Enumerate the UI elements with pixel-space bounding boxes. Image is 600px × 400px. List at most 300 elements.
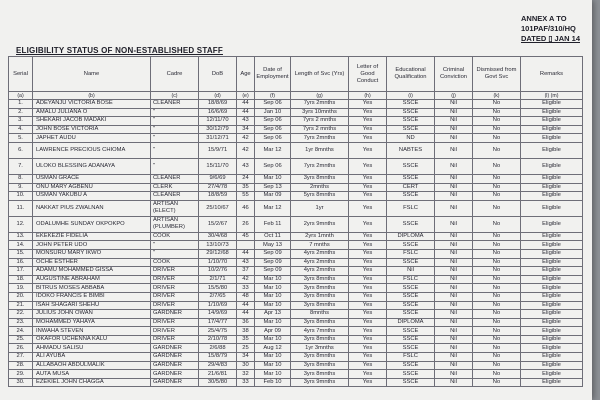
dismissed-cell: No [473, 100, 521, 109]
name-cell: ADAMU MOHAMMED GISSA [33, 267, 151, 276]
employment-date-cell: Apr 13 [255, 310, 291, 319]
header-date-employment: Date of Employment [255, 57, 291, 92]
table-row [9, 344, 583, 353]
criminal-cell: Nil [435, 158, 473, 174]
good-conduct-cell: Yes [349, 275, 387, 284]
dismissed-cell: No [473, 301, 521, 310]
criminal-cell: Nil [435, 275, 473, 284]
serial-cell: 18. [9, 275, 33, 284]
remarks-cell: Eligible [521, 292, 583, 301]
education-cell: FSLC [387, 200, 435, 216]
cadre-cell: CLEANER [151, 192, 199, 201]
education-cell: SSCE [387, 361, 435, 370]
good-conduct-cell: Yes [349, 327, 387, 336]
table-row [9, 327, 583, 336]
table-row [9, 117, 583, 126]
name-cell: IDOKO FRANCIS E BIMBI [33, 292, 151, 301]
remarks-cell: Eligible [521, 275, 583, 284]
length-svc-cell: 4yrs 2mnths [291, 258, 349, 267]
criminal-cell: Nil [435, 267, 473, 276]
remarks-cell: Eligible [521, 370, 583, 379]
age-cell: 38 [237, 327, 255, 336]
criminal-cell: Nil [435, 241, 473, 250]
age-cell: 55 [237, 192, 255, 201]
education-cell: SSCE [387, 378, 435, 387]
criminal-cell: Nil [435, 310, 473, 319]
criminal-cell: Nil [435, 258, 473, 267]
length-svc-cell: 7yrs 2 mnths [291, 117, 349, 126]
criminal-cell: Nil [435, 117, 473, 126]
dob-cell: 30/12/79 [199, 125, 237, 134]
age-cell: 44 [237, 108, 255, 117]
remarks-cell: Eligible [521, 125, 583, 134]
education-cell: SSCE [387, 344, 435, 353]
good-conduct-cell: Yes [349, 284, 387, 293]
annex-line-1: ANNEX A TO [520, 14, 567, 23]
education-cell: Nil [387, 267, 435, 276]
age-cell: 46 [237, 200, 255, 216]
cadre-cell: " [151, 125, 199, 134]
dob-cell: 17/4/77 [199, 318, 237, 327]
good-conduct-cell: Yes [349, 183, 387, 192]
length-svc-cell: 7yrs 2 mnths [291, 125, 349, 134]
table-body [9, 100, 583, 387]
education-cell: SSCE [387, 241, 435, 250]
dismissed-cell: No [473, 370, 521, 379]
good-conduct-cell: Yes [349, 192, 387, 201]
header-dismissed: Dismissed from Govt Svc [473, 57, 521, 92]
employment-date-cell: Feb 10 [255, 378, 291, 387]
remarks-cell: Eligible [521, 117, 583, 126]
table-row [9, 216, 583, 232]
serial-cell: 22. [9, 310, 33, 319]
serial-cell: 29. [9, 370, 33, 379]
table-row [9, 301, 583, 310]
remarks-cell: Eligible [521, 232, 583, 241]
name-cell: AUTA MUSA [33, 370, 151, 379]
education-cell: ND [387, 134, 435, 143]
dob-cell: 29/12/68 [199, 249, 237, 258]
serial-cell: 28. [9, 361, 33, 370]
cadre-cell: CLEANER [151, 100, 199, 109]
col-letter: (i) [387, 92, 435, 100]
age-cell: 48 [237, 292, 255, 301]
name-cell: JULIUS JOHN OWAN [33, 310, 151, 319]
length-svc-cell: 3yrs 9mnths [291, 378, 349, 387]
remarks-cell: Eligible [521, 353, 583, 362]
criminal-cell: Nil [435, 192, 473, 201]
dob-cell: 30/4/68 [199, 232, 237, 241]
serial-cell: 25. [9, 335, 33, 344]
employment-date-cell: Mar 10 [255, 370, 291, 379]
education-cell: SSCE [387, 117, 435, 126]
table-row [9, 183, 583, 192]
table-row [9, 232, 583, 241]
education-cell: FSLC [387, 249, 435, 258]
criminal-cell: Nil [435, 284, 473, 293]
dismissed-cell: No [473, 108, 521, 117]
length-svc-cell: 8mnths [291, 310, 349, 319]
dob-cell: 25/4/75 [199, 327, 237, 336]
remarks-cell: Eligible [521, 174, 583, 183]
age-cell: 30 [237, 361, 255, 370]
name-cell: ULOKO BLESSING ADANAYA [33, 158, 151, 174]
remarks-cell: Eligible [521, 200, 583, 216]
employment-date-cell: Sep 13 [255, 183, 291, 192]
length-svc-cell: 4yrs 2mnths [291, 267, 349, 276]
col-letter: (c) [151, 92, 199, 100]
employment-date-cell: Oct 11 [255, 232, 291, 241]
cadre-cell: DRIVER [151, 284, 199, 293]
serial-cell: 30. [9, 378, 33, 387]
criminal-cell: Nil [435, 370, 473, 379]
length-svc-cell: 3yrs 8mnths [291, 361, 349, 370]
col-letter [521, 92, 583, 100]
dob-cell: 18/8/59 [199, 192, 237, 201]
table-row [9, 267, 583, 276]
good-conduct-cell: Yes [349, 158, 387, 174]
good-conduct-cell: Yes [349, 378, 387, 387]
criminal-cell: Nil [435, 216, 473, 232]
employment-date-cell: Sep 06 [255, 100, 291, 109]
criminal-cell: Nil [435, 125, 473, 134]
good-conduct-cell: Yes [349, 292, 387, 301]
length-svc-cell: 3yrs 8mnths [291, 318, 349, 327]
cadre-cell: DRIVER [151, 335, 199, 344]
table-row [9, 370, 583, 379]
remarks-cell: Eligible [521, 310, 583, 319]
table-row [9, 158, 583, 174]
length-svc-cell: 3yrs 8mnths [291, 335, 349, 344]
education-cell: NABTES [387, 142, 435, 158]
col-letter: (h) [349, 92, 387, 100]
length-svc-cell: 3yrs 8mnths [291, 353, 349, 362]
length-svc-cell: 3yrs 8mnths [291, 174, 349, 183]
age-cell: 42 [237, 275, 255, 284]
good-conduct-cell: Yes [349, 335, 387, 344]
name-cell: OKAFOR UCHENNA KALU [33, 335, 151, 344]
dismissed-cell: No [473, 232, 521, 241]
name-cell: OCHE ESTHER [33, 258, 151, 267]
table-row [9, 292, 583, 301]
serial-cell: 11. [9, 200, 33, 216]
remarks-cell: Eligible [521, 318, 583, 327]
age-cell: 44 [237, 100, 255, 109]
name-cell: EKEKEZIE FIDELIA [33, 232, 151, 241]
col-letter: (l) [544, 92, 550, 99]
education-cell: SSCE [387, 108, 435, 117]
dismissed-cell: No [473, 378, 521, 387]
good-conduct-cell: Yes [349, 370, 387, 379]
education-cell: DIPLOMA [387, 232, 435, 241]
employment-date-cell: Jan 10 [255, 108, 291, 117]
education-cell: SSCE [387, 292, 435, 301]
serial-cell: 17. [9, 267, 33, 276]
dismissed-cell: No [473, 249, 521, 258]
good-conduct-cell: Yes [349, 267, 387, 276]
dob-cell: 2/6/88 [199, 344, 237, 353]
dismissed-cell: No [473, 174, 521, 183]
criminal-cell: Nil [435, 353, 473, 362]
cadre-cell: ARTISAN (PLUMBER) [151, 216, 199, 232]
length-svc-cell: 3yrs 8mnths [291, 370, 349, 379]
name-cell: ONU MARY AGBENU [33, 183, 151, 192]
dob-cell: 9/6/69 [199, 174, 237, 183]
education-cell: SSCE [387, 370, 435, 379]
good-conduct-cell: Yes [349, 344, 387, 353]
name-cell: ODALUMHE SUNDAY OKPOKPO [33, 216, 151, 232]
dismissed-cell: No [473, 158, 521, 174]
employment-date-cell: Mar 10 [255, 361, 291, 370]
remarks-cell: Eligible [521, 100, 583, 109]
document-title: ELIGIBILITY STATUS OF NON-ESTABLISHED STAFF [16, 46, 223, 55]
length-svc-cell: 7 mnths [291, 241, 349, 250]
education-cell: SSCE [387, 335, 435, 344]
length-svc-cell: 4yrs 2mnths [291, 249, 349, 258]
remarks-cell: Eligible [521, 249, 583, 258]
name-cell: BITRUS MOSES ABBABA [33, 284, 151, 293]
criminal-cell: Nil [435, 100, 473, 109]
dismissed-cell: No [473, 275, 521, 284]
dob-cell: 25/10/67 [199, 200, 237, 216]
length-svc-cell: 1yr [291, 200, 349, 216]
serial-cell: 4. [9, 125, 33, 134]
header-serial: Serial [9, 57, 33, 92]
education-cell: SSCE [387, 100, 435, 109]
education-cell: SSCE [387, 327, 435, 336]
criminal-cell: Nil [435, 292, 473, 301]
employment-date-cell: Mar 10 [255, 318, 291, 327]
dob-cell: 12/11/70 [199, 117, 237, 126]
employment-date-cell: Sep 06 [255, 134, 291, 143]
dismissed-cell: No [473, 216, 521, 232]
name-cell: ALLABAOH ABDULMALIK [33, 361, 151, 370]
dismissed-cell: No [473, 327, 521, 336]
employment-date-cell: May 13 [255, 241, 291, 250]
good-conduct-cell: Yes [349, 142, 387, 158]
serial-cell: 1. [9, 100, 33, 109]
dob-cell: 2/1/71 [199, 275, 237, 284]
cadre-cell: CLEANER [151, 174, 199, 183]
remarks-cell: Eligible [521, 335, 583, 344]
cadre-cell: GARDNER [151, 353, 199, 362]
education-cell: SSCE [387, 174, 435, 183]
criminal-cell: Nil [435, 183, 473, 192]
dob-cell: 13/10/73 [199, 241, 237, 250]
cadre-cell: " [151, 134, 199, 143]
col-letter: (a) [9, 92, 33, 100]
serial-cell: 16. [9, 258, 33, 267]
cadre-cell: DRIVER [151, 301, 199, 310]
serial-cell: 5. [9, 134, 33, 143]
length-svc-cell: 3yrs 8mnths [291, 275, 349, 284]
cadre-cell: DRIVER [151, 267, 199, 276]
serial-cell: 8. [9, 174, 33, 183]
annex-line-2: 101PAF/310/HQ [520, 24, 576, 33]
age-cell: 42 [237, 134, 255, 143]
dob-cell: 2/10/78 [199, 335, 237, 344]
employment-date-cell: Sep 06 [255, 117, 291, 126]
header-good-conduct: Letter of Good Conduct [349, 57, 387, 92]
name-cell: JOHN PETER UDO [33, 241, 151, 250]
dob-cell: 18/8/69 [199, 100, 237, 109]
cadre-cell: GARDNER [151, 361, 199, 370]
serial-cell: 13. [9, 232, 33, 241]
serial-cell: 15. [9, 249, 33, 258]
employment-date-cell: Mar 12 [255, 142, 291, 158]
col-letter: (f) [255, 92, 291, 100]
dob-cell: 15/11/70 [199, 158, 237, 174]
education-cell: SSCE [387, 158, 435, 174]
good-conduct-cell: Yes [349, 108, 387, 117]
header-dob: DoB [199, 57, 237, 92]
education-cell: SSCE [387, 301, 435, 310]
table-row [9, 100, 583, 109]
education-cell: SSCE [387, 125, 435, 134]
length-svc-cell: 2yrs 9mnths [291, 216, 349, 232]
age-cell: 43 [237, 258, 255, 267]
employment-date-cell: Sep 09 [255, 267, 291, 276]
remarks-cell: Eligible [521, 241, 583, 250]
table-row [9, 353, 583, 362]
age-cell: 36 [237, 318, 255, 327]
annex-line-3: DATED ▯ JAN 14 [520, 34, 580, 43]
employment-date-cell: Mar 10 [255, 292, 291, 301]
col-letter: (m) [550, 92, 559, 99]
length-svc-cell: 3yrs 8mnths [291, 284, 349, 293]
serial-cell: 6. [9, 142, 33, 158]
age-cell: 37 [237, 267, 255, 276]
table-row [9, 378, 583, 387]
good-conduct-cell: Yes [349, 134, 387, 143]
good-conduct-cell: Yes [349, 200, 387, 216]
length-svc-cell: 5yrs 8mnths [291, 192, 349, 201]
table-row [9, 125, 583, 134]
name-cell: USMAN YAKUBU A [33, 192, 151, 201]
cadre-cell: COOK [151, 258, 199, 267]
remarks-cell: Eligible [521, 284, 583, 293]
table-row [9, 310, 583, 319]
cadre-cell: GARDNER [151, 310, 199, 319]
criminal-cell: Nil [435, 327, 473, 336]
education-cell: SSCE [387, 284, 435, 293]
employment-date-cell: Sep 06 [255, 158, 291, 174]
dob-cell: 15/2/67 [199, 216, 237, 232]
name-cell: MONSURU MARY IKWO [33, 249, 151, 258]
good-conduct-cell: Yes [349, 100, 387, 109]
name-cell: LAWRENCE PRECIOUS CHIOMA [33, 142, 151, 158]
criminal-cell: Nil [435, 232, 473, 241]
header-length-svc: Length of Svc (Yrs) [291, 57, 349, 92]
dismissed-cell: No [473, 335, 521, 344]
serial-cell: 19. [9, 284, 33, 293]
dismissed-cell: No [473, 200, 521, 216]
cadre-cell: " [151, 158, 199, 174]
employment-date-cell: Sep 06 [255, 125, 291, 134]
dob-cell: 15/8/79 [199, 353, 237, 362]
remarks-cell: Eligible [521, 192, 583, 201]
header-row [9, 57, 583, 92]
good-conduct-cell: Yes [349, 361, 387, 370]
length-svc-cell: 2mnths [291, 183, 349, 192]
cadre-cell: DRIVER [151, 327, 199, 336]
cadre-cell: DRIVER [151, 318, 199, 327]
table-row [9, 134, 583, 143]
name-cell: ALI AYUBA [33, 353, 151, 362]
age-cell: 43 [237, 117, 255, 126]
dismissed-cell: No [473, 284, 521, 293]
col-letter: (d) [199, 92, 237, 100]
dismissed-cell: No [473, 241, 521, 250]
employment-date-cell: Apr 09 [255, 327, 291, 336]
name-cell: AUGUSTINE ABRAHAM [33, 275, 151, 284]
dismissed-cell: No [473, 192, 521, 201]
employment-date-cell: Mar 10 [255, 353, 291, 362]
criminal-cell: Nil [435, 361, 473, 370]
length-svc-cell: 4yrs 7mnths [291, 327, 349, 336]
age-cell: 25 [237, 344, 255, 353]
cadre-cell: " [151, 249, 199, 258]
remarks-cell: Eligible [521, 344, 583, 353]
dismissed-cell: No [473, 310, 521, 319]
cadre-cell: COOK [151, 232, 199, 241]
age-cell: 34 [237, 353, 255, 362]
age-cell [237, 241, 255, 250]
remarks-cell: Eligible [521, 183, 583, 192]
table-row [9, 174, 583, 183]
criminal-cell: Nil [435, 200, 473, 216]
cadre-cell: " [151, 142, 199, 158]
good-conduct-cell: Yes [349, 125, 387, 134]
annex-reference [521, 14, 580, 44]
remarks-cell: Eligible [521, 327, 583, 336]
good-conduct-cell: Yes [349, 117, 387, 126]
table-row [9, 335, 583, 344]
remarks-cell: Eligible [521, 108, 583, 117]
dob-cell: 2/7/65 [199, 292, 237, 301]
name-cell: NAKKAT PIUS ZWALNAN [33, 200, 151, 216]
dismissed-cell: No [473, 134, 521, 143]
education-cell: SSCE [387, 192, 435, 201]
criminal-cell: Nil [435, 335, 473, 344]
age-cell: 24 [237, 174, 255, 183]
name-cell: USMAN GRACE [33, 174, 151, 183]
remarks-cell: Eligible [521, 378, 583, 387]
education-cell: DIPLOMA [387, 318, 435, 327]
remarks-cell: Eligible [521, 158, 583, 174]
age-cell: 44 [237, 310, 255, 319]
column-letter-row [9, 92, 583, 100]
employment-date-cell: Mar 09 [255, 192, 291, 201]
serial-cell: 24. [9, 327, 33, 336]
length-svc-cell: 2yrs 1mnth [291, 232, 349, 241]
col-letter: (e) [237, 92, 255, 100]
criminal-cell: Nil [435, 344, 473, 353]
serial-cell: 12. [9, 216, 33, 232]
cadre-cell: CLERK [151, 183, 199, 192]
length-svc-cell: 7yrs 2mnths [291, 100, 349, 109]
cadre-cell: " [151, 108, 199, 117]
dismissed-cell: No [473, 125, 521, 134]
remarks-cell: Eligible [521, 301, 583, 310]
serial-cell: 3. [9, 117, 33, 126]
good-conduct-cell: Yes [349, 258, 387, 267]
length-svc-cell: 7yrs 2mnths [291, 158, 349, 174]
good-conduct-cell: Yes [349, 174, 387, 183]
name-cell: JAPHET AUDU [33, 134, 151, 143]
education-cell: SSCE [387, 310, 435, 319]
dismissed-cell: No [473, 258, 521, 267]
